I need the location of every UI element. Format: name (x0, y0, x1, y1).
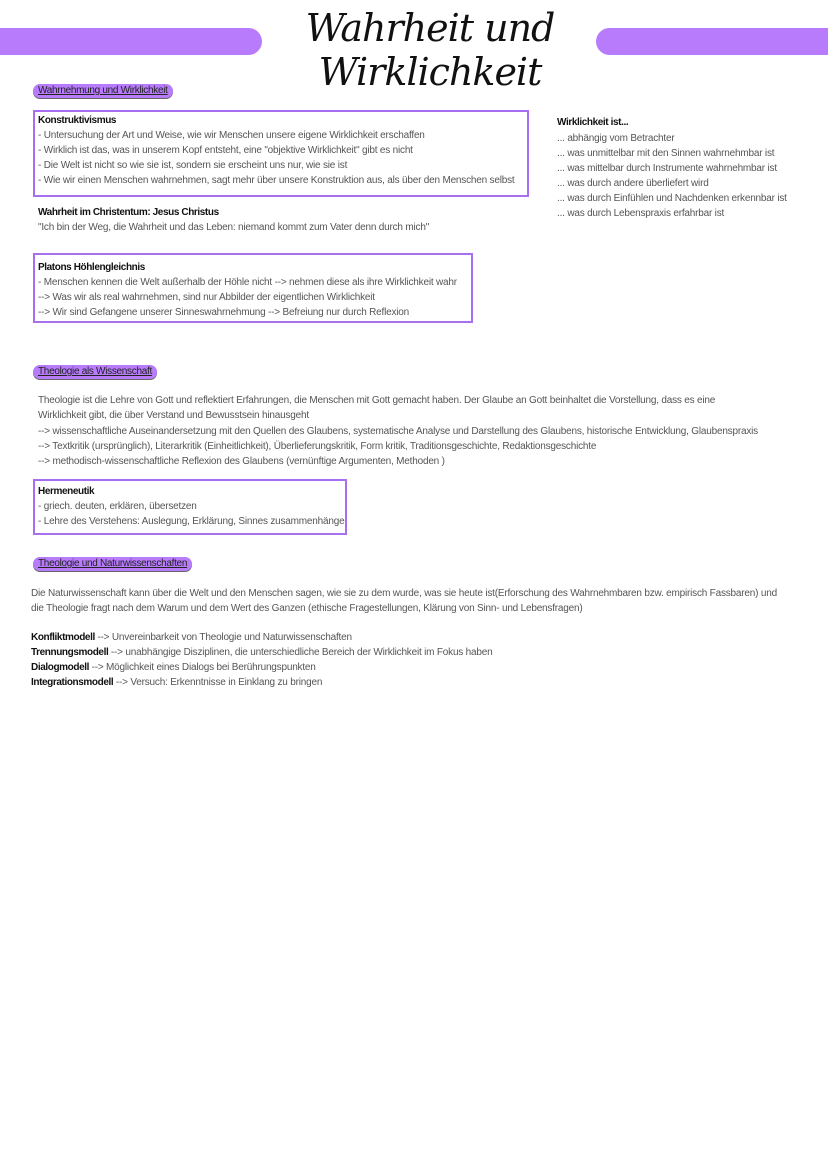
list-item: ... was durch Lebenspraxis erfahrbar ist (557, 208, 725, 219)
list-item: - Lehre des Verstehens: Auslegung, Erklärung, Sinnes zusammenhänge (38, 516, 345, 527)
paragraph-line: Wirklichkeit gibt, die über Verstand und Bewusstsein hinausgeht (38, 410, 309, 421)
christentum-quote: "Ich bin der Weg, die Wahrheit und das Leben: niemand kommt zum Vater denn durch mich" (38, 222, 430, 233)
model-name: Trennungsmodell (31, 647, 109, 658)
model-text: --> unabhängige Disziplinen, die unterschiedliche Bereich der Wirklichkeit im Fokus haben (108, 647, 493, 658)
model-name: Konfliktmodell (31, 632, 95, 643)
list-item: - Untersuchung der Art und Weise, wie wir Menschen unsere eigene Wirklichkeit erschaffen (38, 130, 425, 141)
model-text: --> Unvereinbarkeit von Theologie und Naturwissenschaften (94, 632, 352, 643)
hermeneutik-title: Hermeneutik (38, 486, 95, 497)
paragraph-line: Theologie ist die Lehre von Gott und reflektiert Erfahrungen, die Menschen mit Gott gemacht haben. Der Glaube an Gott beinhaltet die Vorstellung, dass es eine (38, 395, 716, 406)
model-konflikt (31, 630, 352, 645)
page-title: Wahrheit und Wirklichkeit (305, 6, 555, 94)
model-name: Integrationsmodell (31, 677, 114, 688)
model-dialog (31, 660, 316, 675)
model-trennung (31, 645, 493, 660)
model-text: --> Versuch: Erkenntnisse in Einklang zu bringen (113, 677, 323, 688)
list-item: - Die Welt ist nicht so wie sie ist, sondern sie erscheint uns nur, wie sie ist (38, 160, 348, 171)
model-name: Dialogmodell (31, 662, 89, 673)
paragraph-line: --> Textkritik (ursprünglich), Literarkritik (Einheitlichkeit), Überlieferungskritik, Form kritik, Traditionsgeschichte, Redaktionsgeschichte (38, 441, 597, 452)
list-item: --> Was wir als real wahrnehmen, sind nur Abbilder der eigentlichen Wirklichkeit (38, 292, 375, 303)
list-item: - Wirklich ist das, was in unserem Kopf entsteht, eine "objektive Wirklichkeit" gibt es nicht (38, 145, 413, 156)
list-item: - Wie wir einen Menschen wahrnehmen, sagt mehr über unsere Konstruktion aus, als über den Menschen selbst (38, 175, 515, 186)
wirklichkeit-title: Wirklichkeit ist... (557, 117, 629, 128)
section-heading-theologie-wissenschaft: Theologie als Wissenschaft (33, 365, 157, 379)
list-item: ... was durch Einfühlen und Nachdenken erkennbar ist (557, 193, 787, 204)
model-integration (31, 675, 322, 690)
header-bar-right (596, 28, 828, 55)
model-text: --> Möglichkeit eines Dialogs bei Berührungspunkten (88, 662, 316, 673)
list-item: ... was mittelbar durch Instrumente wahrnehmbar ist (557, 163, 777, 174)
list-item: - Menschen kennen die Welt außerhalb der Höhle nicht --> nehmen diese als ihre Wirklichkeit wahr (38, 277, 457, 288)
paragraph-line: Die Naturwissenschaft kann über die Welt und den Menschen sagen, wie sie zu dem wurde, was sie heute ist(Erforschung des Wahrnehmbaren bzw. empirisch Fassbaren) und (31, 588, 777, 599)
list-item: - griech. deuten, erklären, übersetzen (38, 501, 197, 512)
christentum-title: Wahrheit im Christentum: Jesus Christus (38, 207, 219, 218)
list-item: --> Wir sind Gefangene unserer Sinneswahrnehmung --> Befreiung nur durch Reflexion (38, 307, 410, 318)
section-heading-naturwissenschaften: Theologie und Naturwissenschaften (33, 557, 192, 571)
paragraph-line: --> wissenschaftliche Auseinandersetzung mit den Quellen des Glaubens, systematische Analyse und Darstellung des Glaubens, historische Entwicklung, Glaubenspraxis (38, 426, 758, 437)
list-item: ... was durch andere überliefert wird (557, 178, 709, 189)
platon-title: Platons Höhlengleichnis (38, 262, 145, 273)
section-heading-wahrnehmung: Wahrnehmung und Wirklichkeit (33, 84, 173, 98)
list-item: ... was unmittelbar mit den Sinnen wahrnehmbar ist (557, 148, 775, 159)
paragraph-line: --> methodisch-wissenschaftliche Reflexion des Glaubens (vernünftige Argumenten, Methoden ) (38, 456, 445, 467)
header-bar-left (0, 28, 262, 55)
konstruktivismus-title: Konstruktivismus (38, 115, 117, 126)
list-item: ... abhängig vom Betrachter (557, 133, 675, 144)
paragraph-line: die Theologie fragt nach dem Warum und dem Wert des Ganzen (ethische Fragestellungen, Klärung von Sinn- und Lebensfragen) (31, 603, 583, 614)
